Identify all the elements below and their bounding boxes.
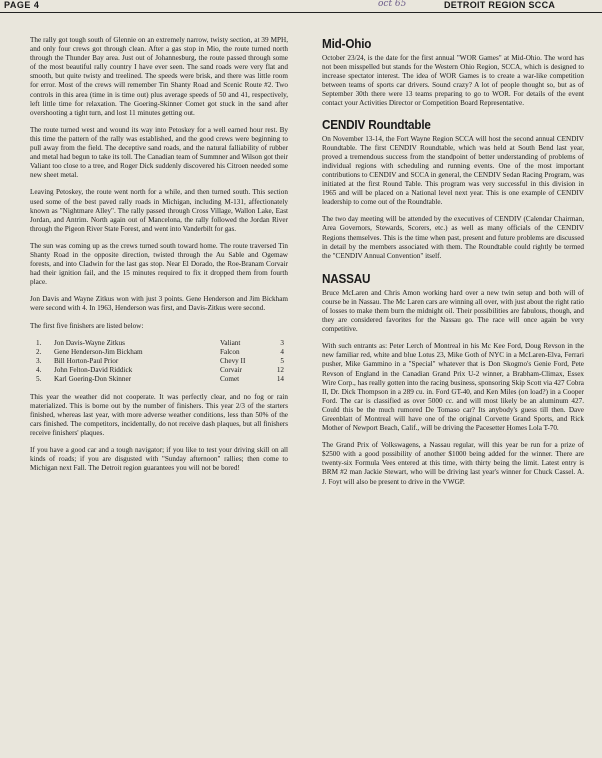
article-paragraph: Leaving Petoskey, the route went north for a while, and then turned south. This section used some of the best paved rally roads in Michigan, including M-131, affectionately known as "Nightmare Alley". The rally passed through Cross Village, Wallon Lake, East Jordan, and Antrim. North again out of Mancelona, the rally followed the Jordan River through the Pigeon River State Forest, and went into Vanderbilt for gas. (30, 188, 288, 233)
finisher-car: Valiant (220, 338, 241, 347)
article-paragraph: Jon Davis and Wayne Zitkus won with just 3 points. Gene Henderson and Jim Bickham were second with 4. In 1963, Henderson was first, and Davis-Zitkus were second. (30, 295, 288, 313)
finisher-place: 5. (36, 375, 42, 384)
article-paragraph: This year the weather did not cooperate. It was perfectly clear, and no fog or rain materialized. This is borne out by the number of finishers. This year 2/3 of the starters finished, whereas last year, with more adverse weather conditions, less than 50% of the cars finished. The competitors, incidentally, do not receive dash plaques, but all finishers receive finishers' plaques. (30, 392, 288, 438)
table-row (36, 339, 284, 348)
publication-title: DETROIT REGION SCCA (444, 0, 556, 10)
finisher-car: Corvair (220, 366, 242, 375)
table-row (36, 357, 284, 366)
table-row (36, 348, 284, 357)
header-rule (0, 12, 602, 13)
finisher-place: 4. (36, 366, 42, 375)
article-paragraph: The route turned west and wound its way into Petoskey for a well earned hour rest. By this time the pattern of the rally was established, and the good crews were beginning to pull away from the field. The deceptive sand roads, and the natural falliability of rubber and metal had begun to take its toll. The Canadian team of Summner and Wilson got their Valiant too close to a tree, and Roger Dick suddenly discovered his Citroen needed some new sheet metal. (30, 125, 288, 180)
finishers-table (36, 339, 284, 385)
finisher-points: 3 (280, 338, 284, 347)
article-paragraph: With such entrants as: Peter Lerch of Montreal in his Mc Kee Ford, Doug Revson in the new familiar red, white and blue Lotus 23, Mike Goth of NYC in a McLaren-Elva, Ferrari pusher, Mike Gammino in a "Special" whatever that is Don Skogmo's Genie Ford, Pete Revson of England in the Canadian Grand Prix U-2 winner, a Brabham-Climax, Essex Wire Corp., has really gotten into the racing business, sponsoring Skip Scott via 427 Cobra II, Dr. Dick Thompson in a 289 cu. in. Ford GT-40, and Ken Miles (on load?) in a Cooper Ford. The car is classified as over 5000 cc. and will most likely be an aluminum 427. Could this be the much rumored De Tomaso car? Its anybody's guess till then. Dave Greenblatt of Montreal will have one of the original Corvette Grand Sports, and Rick Mother of Newport Beach, Calif., will be driving the Pacesetter Homes Lola T-70. (322, 342, 584, 433)
article-paragraph: The Grand Prix of Volkswagens, a Nassau regular, will this year be run for a prize of $2500 with a good possibility of another $1000 being added for the winner. There are twenty-six Formula Vees entered at this time, with thirty being the limit. Latest entry is BRM #2 man Jackie Stewart, who will be driving last year's winner for Chuck Cassel. A. J. Foyt will also be present to drive in the VWGP. (322, 441, 584, 486)
article-paragraph: The first five finishers are listed below: (30, 321, 144, 330)
finisher-crew: John Felton-David Riddick (54, 366, 133, 375)
article-paragraph: If you have a good car and a tough navigator; if you like to test your driving skill on all kinds of roads; if you are disgusted with "Sunday afternoon" rallies; then come to Michigan next Fall. The Detroit region guarantees you will not be bored! (30, 446, 288, 473)
article-paragraph: October 23/24, is the date for the first annual "WOR Games" at Mid-Ohio. The word has not been misspelled but stands for the Western Ohio Region, SCCA, which is designed to increase spectator interest. The idea of WOR Games is to create a war-like competition between teams of sports car drivers. Sound crazy? A lot of people thought so, but as of September 30th there were 13 teams preparing to go to WOR. For details of the event contact your Activities Director or Competition Board Representative. (322, 54, 584, 108)
finisher-place: 1. (36, 338, 42, 347)
article-paragraph: The sun was coming up as the crews turned south toward home. The route traversed Tin Shanty Road in the opposite direction, twisted through the Au Sable and Ogemaw forests, and into Cladwin for the last gas stop. Near El Dorado, the Roe-Branam Corvair had their ignition fail, and the 15 minutes required to fix it dropped them from fourth place. (30, 241, 288, 287)
article-paragraph: Bruce McLaren and Chris Amon working hard over a new twin setup and both will of course be in Nassau. The Mc Laren cars are winning all over, with just about the right ratio of losses to make them burn the midnight oil. Their possibilities are fabulous, though, and they are considered favorites for the Nassau go. The race will once again be very competitive. (322, 288, 584, 334)
finisher-points: 5 (280, 357, 284, 366)
section-heading-mid-ohio: Mid-Ohio (322, 36, 372, 51)
handwritten-date-annotation: oct 65 (378, 0, 407, 9)
finisher-crew: Karl Goering-Don Skinner (54, 375, 132, 384)
finisher-car: Comet (220, 375, 240, 384)
section-heading-nassau: NASSAU (322, 270, 371, 286)
article-paragraph: On November 13-14, the Fort Wayne Region SCCA will host the second annual CENDIV Roundtable. The first CENDIV Roundtable, which was held at South Bend last year, proved a tremendous success from the standpoint of better understanding of problems of individual regions with scheduling and running events. One of the most important contributions to CENDIV and SCCA in general, the CENDIV Sedan Racing Program, was initiated at the first Round Table. This program was very successful in this division in 1965 and will be placed on a National level next year. This is one example of CENDIV leadership to come out of the Roundtable. (322, 134, 584, 207)
section-heading-cendiv: CENDIV Roundtable (322, 116, 431, 132)
finisher-crew: Gene Henderson-Jim Bickham (54, 347, 143, 356)
finisher-car: Falcon (220, 347, 240, 356)
finisher-crew: Jon Davis-Wayne Zitkus (54, 338, 125, 347)
article-paragraph: The two day meeting will be attended by the executives of CENDIV (Calendar Chairman, Area Governors, Stewards, Scorers, etc.) as well as many officials of the CENDIV Regions themselves. This is the time when past, present and future problems are discussed in detail by the members associated with them. The Roundtable could rightly be termed the "CENDIV Annual Convention" itself. (322, 215, 584, 260)
right-column (322, 36, 584, 495)
finisher-points: 14 (276, 375, 284, 384)
article-paragraph: The rally got tough south of Glennie on an extremely narrow, twisty section, at 39 MPH, and only four crews got through clean. After a gas stop in Mio, the route turned north through the Thunder Bay area. Just out of Johannesburg, the route passed through some of the most beautiful rally country I have ever seen. The sand roads were very flat and smooth, but quite twisty and treelined. The speeds were brisk, and there was little room for error. Most of the crews will remember Tin Shanty Road and Scenic Route #2. Two controls in this area (time in is time out) plus average speeds of 50 and 41, respectively, left little time for relaxation. The Goering-Skinner Comet got stuck in the sand after overshooting a tight turn, and lost 11 minutes getting out. (30, 36, 288, 117)
table-row (36, 366, 284, 375)
finisher-points: 12 (276, 366, 284, 375)
page-number: PAGE 4 (4, 0, 40, 10)
page-header (0, 0, 602, 12)
finisher-car: Chevy II (220, 357, 246, 366)
finisher-crew: Bill Horton-Paul Prior (54, 357, 119, 366)
finisher-place: 2. (36, 347, 42, 356)
table-row (36, 375, 284, 384)
left-column (30, 36, 288, 481)
finisher-points: 4 (280, 347, 284, 356)
finisher-place: 3. (36, 357, 42, 366)
